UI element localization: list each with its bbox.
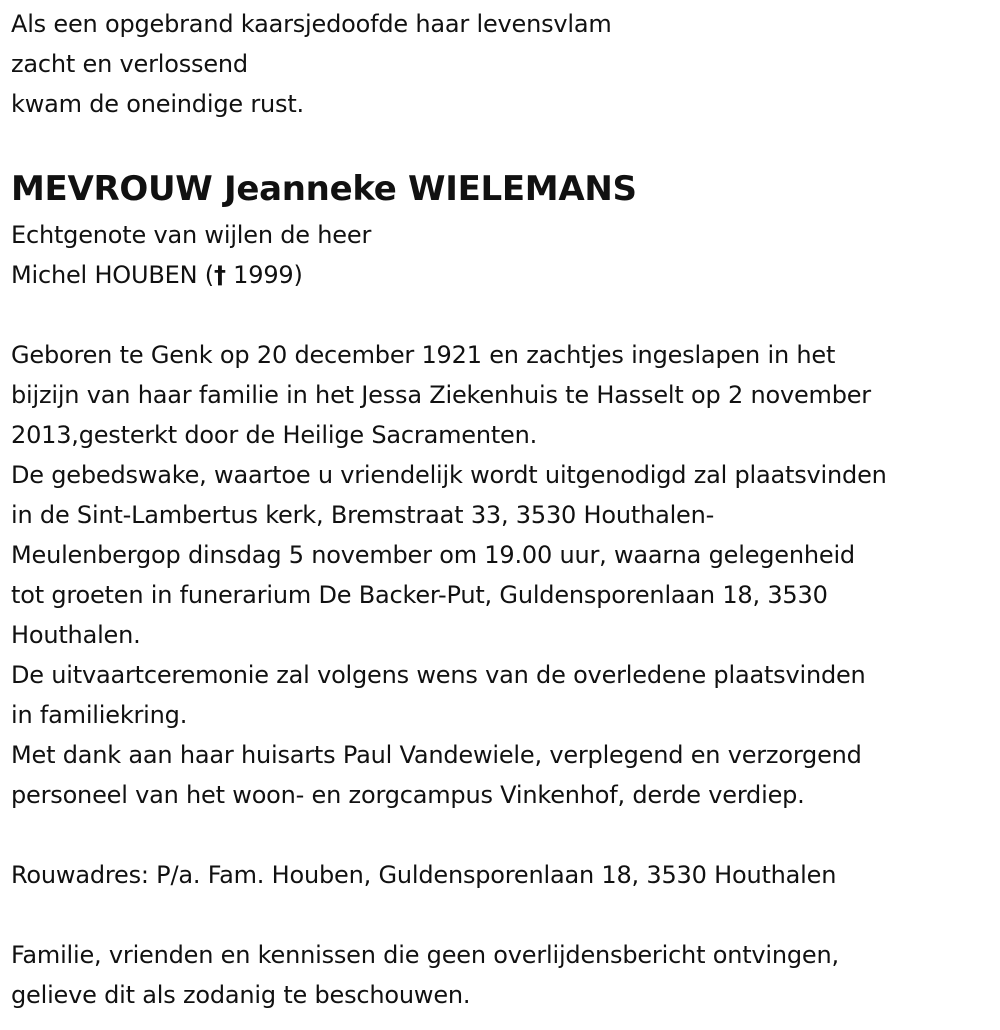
spouse-death-year: 1999) bbox=[225, 261, 303, 289]
poem-line: Als een opgebrand kaarsjedoofde haar levensvlam bbox=[11, 10, 612, 38]
spouse-line: Echtgenote van wijlen de heer bbox=[11, 221, 372, 249]
body-line: De gebedswake, waartoe u vriendelijk wordt uitgenodigd zal plaatsvinden bbox=[11, 461, 887, 489]
poem-line: zacht en verlossend bbox=[11, 50, 248, 78]
body-line: De uitvaartceremonie zal volgens wens van de overledene plaatsvinden bbox=[11, 661, 866, 689]
body-line: Houthalen. bbox=[11, 621, 141, 649]
body-line: 2013,gesterkt door de Heilige Sacramenten. bbox=[11, 421, 538, 449]
body-line: in de Sint-Lambertus kerk, Bremstraat 33, 3530 Houthalen- bbox=[11, 501, 715, 529]
body-line: Geboren te Genk op 20 december 1921 en zachtjes ingeslapen in het bbox=[11, 341, 836, 369]
spacer bbox=[11, 295, 996, 335]
mourning-address: Rouwadres: P/a. Fam. Houben, Guldensporenlaan 18, 3530 Houthalen bbox=[11, 861, 837, 889]
body-text bbox=[11, 335, 996, 815]
body-line: in familiekring. bbox=[11, 701, 188, 729]
poem-line: kwam de oneindige rust. bbox=[11, 90, 304, 118]
spouse-name: Michel HOUBEN ( bbox=[11, 261, 214, 289]
body-line: personeel van het woon- en zorgcampus Vinkenhof, derde verdiep. bbox=[11, 781, 805, 809]
obituary-notice bbox=[11, 4, 996, 1015]
poem bbox=[11, 4, 996, 124]
body-line: tot groeten in funerarium De Backer-Put, Guldensporenlaan 18, 3530 bbox=[11, 581, 828, 609]
body-line: Met dank aan haar huisarts Paul Vandewiele, verplegend en verzorgend bbox=[11, 741, 862, 769]
closing-line: Familie, vrienden en kennissen die geen overlijdensbericht ontvingen, bbox=[11, 941, 839, 969]
deceased-name: MEVROUW Jeanneke WIELEMANS bbox=[11, 169, 637, 209]
closing-text bbox=[11, 935, 996, 1015]
spacer bbox=[11, 895, 996, 935]
spacer bbox=[11, 815, 996, 855]
spouse-info bbox=[11, 215, 996, 295]
closing-line: gelieve dit als zodanig te beschouwen. bbox=[11, 981, 471, 1009]
spacer bbox=[11, 124, 996, 164]
spouse-name-line bbox=[11, 255, 996, 295]
body-line: bijzijn van haar familie in het Jessa Ziekenhuis te Hasselt op 2 november bbox=[11, 381, 871, 409]
body-line: Meulenbergop dinsdag 5 november om 19.00 uur, waarna gelegenheid bbox=[11, 541, 855, 569]
cross-icon: † bbox=[213, 261, 226, 289]
